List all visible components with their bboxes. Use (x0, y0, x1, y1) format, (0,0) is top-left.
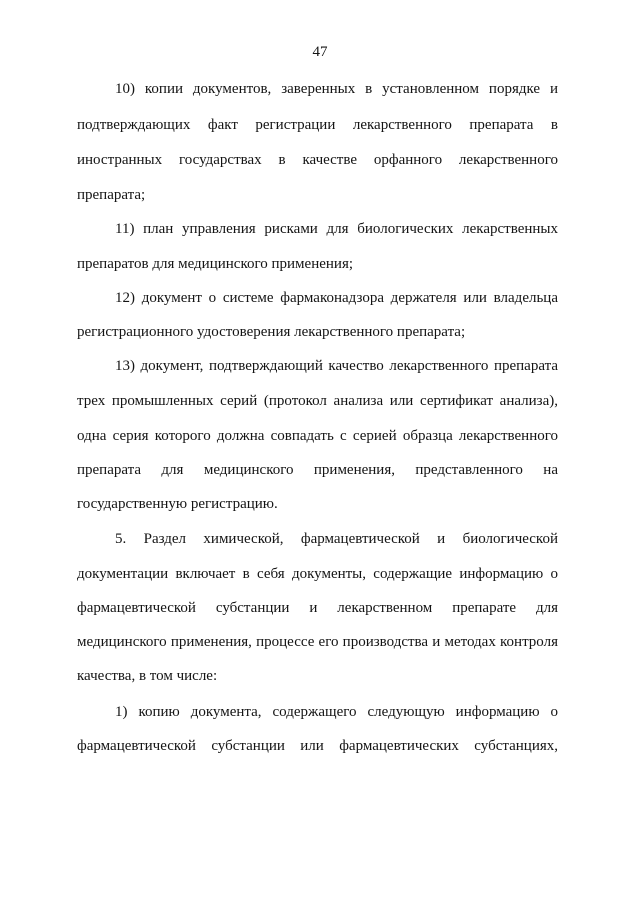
text-line: 10) копии документов, заверенных в установленном порядке и (115, 81, 558, 97)
text-line: 12) документ о системе фармаконадзора держателя или владельца (115, 290, 558, 306)
text-line: 13) документ, подтверждающий качество лекарственного препарата (115, 358, 558, 374)
text-line: медицинского применения, процессе его производства и методах контроля (77, 634, 558, 650)
text-line: препарата; (77, 187, 146, 203)
text-line: фармацевтической субстанции или фармацевтических субстанциях, (77, 738, 558, 754)
text-line: 1) копию документа, содержащего следующую информацию о (115, 704, 558, 720)
text-line: документации включает в себя документы, содержащие информацию о (77, 566, 558, 582)
text-line: 11) план управления рисками для биологических лекарственных (115, 221, 558, 237)
text-line: одна серия которого должна совпадать с серией образца лекарственного (77, 428, 558, 444)
text-line: иностранных государствах в качестве орфанного лекарственного (77, 152, 558, 168)
text-line: 5. Раздел химической, фармацевтической и биологической (115, 531, 558, 547)
text-line: препарата для медицинского применения, представленного на (77, 462, 558, 478)
text-line: регистрационного удостоверения лекарственного препарата; (77, 324, 466, 340)
text-line: фармацевтической субстанции и лекарственном препарате для (77, 600, 558, 616)
text-line: препаратов для медицинского применения; (77, 256, 354, 272)
text-line: государственную регистрацию. (77, 496, 278, 512)
text-line: трех промышленных серий (протокол анализа или сертификат анализа), (77, 393, 558, 409)
page-number: 47 (312, 44, 328, 60)
text-line: подтверждающих факт регистрации лекарственного препарата в (77, 117, 558, 133)
text-line: качества, в том числе: (77, 668, 218, 684)
